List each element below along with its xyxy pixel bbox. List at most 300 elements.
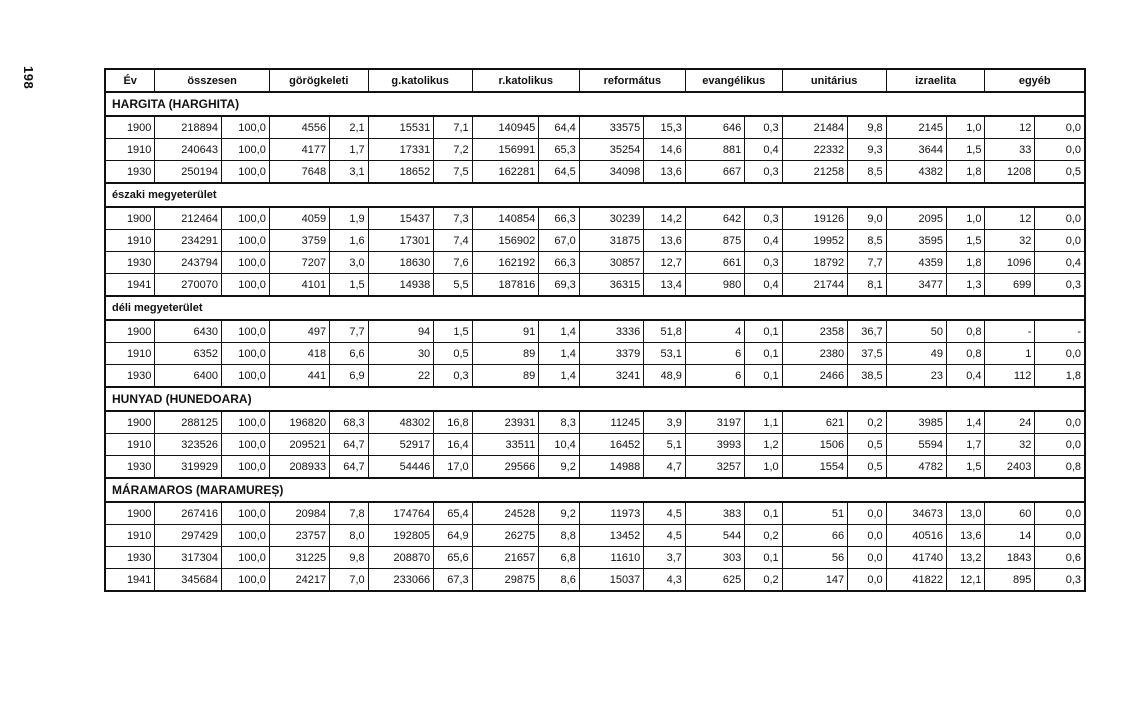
count-cell: 418 xyxy=(269,343,329,365)
percent-cell: 0,3 xyxy=(745,116,782,139)
count-cell: 156991 xyxy=(472,139,539,161)
percent-cell: 0,4 xyxy=(947,365,985,388)
column-header-ev: Év xyxy=(105,69,155,92)
percent-cell: 65,4 xyxy=(434,502,472,525)
count-cell: 2466 xyxy=(782,365,848,388)
count-cell: 2145 xyxy=(886,116,946,139)
count-cell: 4059 xyxy=(269,207,329,230)
count-cell: 6 xyxy=(685,343,744,365)
percent-cell: 13,0 xyxy=(947,502,985,525)
percent-cell: 0,5 xyxy=(848,456,887,479)
count-cell: 4177 xyxy=(269,139,329,161)
section-title: HUNYAD (HUNEDOARA) xyxy=(105,387,1085,411)
percent-cell: 0,0 xyxy=(1035,139,1085,161)
count-cell: 29566 xyxy=(472,456,539,479)
percent-cell: 1,6 xyxy=(330,230,369,252)
year-cell: 1900 xyxy=(105,207,155,230)
count-cell: - xyxy=(985,320,1035,343)
percent-cell: 100,0 xyxy=(221,365,269,388)
count-cell: 22332 xyxy=(782,139,848,161)
percent-cell: 36,7 xyxy=(848,320,887,343)
percent-cell: 0,4 xyxy=(1035,252,1085,274)
percent-cell: 6,9 xyxy=(330,365,369,388)
percent-cell: 1,0 xyxy=(947,207,985,230)
percent-cell: 1,9 xyxy=(330,207,369,230)
percent-cell: 64,4 xyxy=(539,116,580,139)
count-cell: 1096 xyxy=(985,252,1035,274)
table-row xyxy=(105,230,1085,252)
count-cell: 16452 xyxy=(579,434,643,456)
count-cell: 23757 xyxy=(269,525,329,547)
count-cell: 4556 xyxy=(269,116,329,139)
year-cell: 1910 xyxy=(105,343,155,365)
count-cell: 15437 xyxy=(368,207,434,230)
percent-cell: 100,0 xyxy=(221,525,269,547)
count-cell: 317304 xyxy=(155,547,222,569)
percent-cell: 7,3 xyxy=(434,207,472,230)
count-cell: 18792 xyxy=(782,252,848,274)
table-row xyxy=(105,343,1085,365)
percent-cell: 1,8 xyxy=(947,252,985,274)
count-cell: 323526 xyxy=(155,434,222,456)
count-cell: 1208 xyxy=(985,161,1035,184)
percent-cell: 0,3 xyxy=(745,252,782,274)
percent-cell: 51,8 xyxy=(644,320,686,343)
count-cell: 642 xyxy=(685,207,744,230)
count-cell: 3595 xyxy=(886,230,946,252)
count-cell: 4782 xyxy=(886,456,946,479)
percent-cell: 65,3 xyxy=(539,139,580,161)
percent-cell: 1,4 xyxy=(947,411,985,434)
year-cell: 1930 xyxy=(105,161,155,184)
percent-cell: 0,1 xyxy=(745,547,782,569)
count-cell: 2095 xyxy=(886,207,946,230)
percent-cell: 100,0 xyxy=(221,207,269,230)
percent-cell: 7,4 xyxy=(434,230,472,252)
percent-cell: 1,7 xyxy=(330,139,369,161)
percent-cell: 1,5 xyxy=(330,274,369,297)
count-cell: 2380 xyxy=(782,343,848,365)
percent-cell: 48,9 xyxy=(644,365,686,388)
count-cell: 112 xyxy=(985,365,1035,388)
page-number: 198 xyxy=(21,66,36,90)
percent-cell: 12,1 xyxy=(947,569,985,592)
count-cell: 56 xyxy=(782,547,848,569)
percent-cell: 8,8 xyxy=(539,525,580,547)
column-header-egyeb: egyéb xyxy=(985,69,1085,92)
year-cell: 1930 xyxy=(105,365,155,388)
count-cell: 32 xyxy=(985,230,1035,252)
percent-cell: 8,6 xyxy=(539,569,580,592)
count-cell: 34673 xyxy=(886,502,946,525)
count-cell: 187816 xyxy=(472,274,539,297)
count-cell: 383 xyxy=(685,502,744,525)
count-cell: 14988 xyxy=(579,456,643,479)
percent-cell: 0,4 xyxy=(745,139,782,161)
percent-cell: 0,1 xyxy=(745,320,782,343)
table-row xyxy=(105,139,1085,161)
count-cell: 3379 xyxy=(579,343,643,365)
count-cell: 209521 xyxy=(269,434,329,456)
percent-cell: 17,0 xyxy=(434,456,472,479)
year-cell: 1941 xyxy=(105,274,155,297)
count-cell: 243794 xyxy=(155,252,222,274)
year-cell: 1900 xyxy=(105,411,155,434)
percent-cell: 4,5 xyxy=(644,525,686,547)
count-cell: 208870 xyxy=(368,547,434,569)
count-cell: 140854 xyxy=(472,207,539,230)
count-cell: 625 xyxy=(685,569,744,592)
percent-cell: 4,7 xyxy=(644,456,686,479)
count-cell: 94 xyxy=(368,320,434,343)
table-row xyxy=(105,547,1085,569)
percent-cell: 100,0 xyxy=(221,161,269,184)
count-cell: 15531 xyxy=(368,116,434,139)
percent-cell: 0,3 xyxy=(745,207,782,230)
count-cell: 212464 xyxy=(155,207,222,230)
column-header-rkatolikus: r.katolikus xyxy=(472,69,579,92)
percent-cell: 7,7 xyxy=(848,252,887,274)
count-cell: 250194 xyxy=(155,161,222,184)
percent-cell: 1,8 xyxy=(947,161,985,184)
section-title: HARGITA (HARGHITA) xyxy=(105,92,1085,116)
count-cell: 31875 xyxy=(579,230,643,252)
count-cell: 240643 xyxy=(155,139,222,161)
count-cell: 17301 xyxy=(368,230,434,252)
percent-cell: 7,8 xyxy=(330,502,369,525)
count-cell: 32 xyxy=(985,434,1035,456)
count-cell: 441 xyxy=(269,365,329,388)
count-cell: 49 xyxy=(886,343,946,365)
percent-cell: 1,8 xyxy=(1035,365,1085,388)
count-cell: 11610 xyxy=(579,547,643,569)
count-cell: 881 xyxy=(685,139,744,161)
percent-cell: 10,4 xyxy=(539,434,580,456)
count-cell: 3985 xyxy=(886,411,946,434)
table-row xyxy=(105,502,1085,525)
percent-cell: 12,7 xyxy=(644,252,686,274)
percent-cell: 9,2 xyxy=(539,502,580,525)
count-cell: 31225 xyxy=(269,547,329,569)
count-cell: 3241 xyxy=(579,365,643,388)
percent-cell: 1,0 xyxy=(745,456,782,479)
percent-cell: 0,8 xyxy=(947,320,985,343)
count-cell: 3197 xyxy=(685,411,744,434)
count-cell: 234291 xyxy=(155,230,222,252)
count-cell: 6 xyxy=(685,365,744,388)
count-cell: 34098 xyxy=(579,161,643,184)
percent-cell: 0,0 xyxy=(1035,207,1085,230)
count-cell: 18630 xyxy=(368,252,434,274)
column-header-evangelikus: evangélikus xyxy=(685,69,782,92)
percent-cell: 9,8 xyxy=(330,547,369,569)
count-cell: 40516 xyxy=(886,525,946,547)
count-cell: 14938 xyxy=(368,274,434,297)
count-cell: 60 xyxy=(985,502,1035,525)
table-row xyxy=(105,161,1085,184)
percent-cell: 69,3 xyxy=(539,274,580,297)
count-cell: 1554 xyxy=(782,456,848,479)
count-cell: 1506 xyxy=(782,434,848,456)
count-cell: 91 xyxy=(472,320,539,343)
year-cell: 1900 xyxy=(105,502,155,525)
count-cell: 6400 xyxy=(155,365,222,388)
column-header-unitarius: unitárius xyxy=(782,69,886,92)
percent-cell: 0,4 xyxy=(745,230,782,252)
percent-cell: 65,6 xyxy=(434,547,472,569)
count-cell: 41822 xyxy=(886,569,946,592)
percent-cell: 100,0 xyxy=(221,116,269,139)
count-cell: 4359 xyxy=(886,252,946,274)
population-by-religion-table xyxy=(104,68,1086,592)
percent-cell: 4,5 xyxy=(644,502,686,525)
percent-cell: 1,1 xyxy=(745,411,782,434)
count-cell: 267416 xyxy=(155,502,222,525)
count-cell: 30 xyxy=(368,343,434,365)
percent-cell: 1,3 xyxy=(947,274,985,297)
percent-cell: 0,5 xyxy=(848,434,887,456)
table-row xyxy=(105,411,1085,434)
percent-cell: 0,2 xyxy=(745,569,782,592)
count-cell: 646 xyxy=(685,116,744,139)
percent-cell: 7,2 xyxy=(434,139,472,161)
percent-cell: 13,6 xyxy=(947,525,985,547)
count-cell: 147 xyxy=(782,569,848,592)
count-cell: 5594 xyxy=(886,434,946,456)
count-cell: 1843 xyxy=(985,547,1035,569)
count-cell: 48302 xyxy=(368,411,434,434)
count-cell: 30857 xyxy=(579,252,643,274)
percent-cell: 68,3 xyxy=(330,411,369,434)
count-cell: 544 xyxy=(685,525,744,547)
count-cell: 33575 xyxy=(579,116,643,139)
percent-cell: 5,1 xyxy=(644,434,686,456)
percent-cell: 38,5 xyxy=(848,365,887,388)
count-cell: 6430 xyxy=(155,320,222,343)
percent-cell: 1,0 xyxy=(947,116,985,139)
percent-cell: 100,0 xyxy=(221,434,269,456)
year-cell: 1910 xyxy=(105,525,155,547)
table-row xyxy=(105,434,1085,456)
percent-cell: 0,5 xyxy=(434,343,472,365)
column-header-gorogkeleti: görögkeleti xyxy=(269,69,368,92)
percent-cell: 0,6 xyxy=(1035,547,1085,569)
table-row xyxy=(105,207,1085,230)
table-body xyxy=(105,92,1085,591)
percent-cell: 1,2 xyxy=(745,434,782,456)
percent-cell: 0,0 xyxy=(1035,502,1085,525)
percent-cell: 64,7 xyxy=(330,434,369,456)
count-cell: 7648 xyxy=(269,161,329,184)
section-title: déli megyeterület xyxy=(105,296,1085,320)
count-cell: 14 xyxy=(985,525,1035,547)
table-row xyxy=(105,274,1085,297)
percent-cell: 66,3 xyxy=(539,207,580,230)
percent-cell: 100,0 xyxy=(221,343,269,365)
percent-cell: 67,0 xyxy=(539,230,580,252)
section-header xyxy=(105,92,1085,116)
count-cell: 13452 xyxy=(579,525,643,547)
percent-cell: 64,5 xyxy=(539,161,580,184)
count-cell: 26275 xyxy=(472,525,539,547)
count-cell: 89 xyxy=(472,365,539,388)
count-cell: 162192 xyxy=(472,252,539,274)
year-cell: 1930 xyxy=(105,252,155,274)
count-cell: 17331 xyxy=(368,139,434,161)
count-cell: 288125 xyxy=(155,411,222,434)
count-cell: 23 xyxy=(886,365,946,388)
percent-cell: 67,3 xyxy=(434,569,472,592)
percent-cell: 6,8 xyxy=(539,547,580,569)
percent-cell: 8,5 xyxy=(848,230,887,252)
percent-cell: 8,1 xyxy=(848,274,887,297)
year-cell: 1910 xyxy=(105,434,155,456)
table-row xyxy=(105,365,1085,388)
percent-cell: 7,1 xyxy=(434,116,472,139)
percent-cell: 100,0 xyxy=(221,502,269,525)
percent-cell: - xyxy=(1035,320,1085,343)
percent-cell: 1,5 xyxy=(434,320,472,343)
table-row xyxy=(105,525,1085,547)
year-cell: 1910 xyxy=(105,139,155,161)
table-row xyxy=(105,116,1085,139)
count-cell: 699 xyxy=(985,274,1035,297)
count-cell: 4382 xyxy=(886,161,946,184)
count-cell: 319929 xyxy=(155,456,222,479)
count-cell: 667 xyxy=(685,161,744,184)
percent-cell: 7,5 xyxy=(434,161,472,184)
year-cell: 1930 xyxy=(105,547,155,569)
count-cell: 875 xyxy=(685,230,744,252)
percent-cell: 66,3 xyxy=(539,252,580,274)
table-row xyxy=(105,252,1085,274)
percent-cell: 9,0 xyxy=(848,207,887,230)
count-cell: 661 xyxy=(685,252,744,274)
percent-cell: 8,0 xyxy=(330,525,369,547)
count-cell: 35254 xyxy=(579,139,643,161)
count-cell: 218894 xyxy=(155,116,222,139)
year-cell: 1900 xyxy=(105,320,155,343)
count-cell: 18652 xyxy=(368,161,434,184)
percent-cell: 3,9 xyxy=(644,411,686,434)
percent-cell: 100,0 xyxy=(221,320,269,343)
count-cell: 52917 xyxy=(368,434,434,456)
count-cell: 297429 xyxy=(155,525,222,547)
percent-cell: 0,0 xyxy=(1035,434,1085,456)
count-cell: 4101 xyxy=(269,274,329,297)
percent-cell: 0,0 xyxy=(1035,411,1085,434)
percent-cell: 0,0 xyxy=(1035,343,1085,365)
count-cell: 36315 xyxy=(579,274,643,297)
percent-cell: 64,7 xyxy=(330,456,369,479)
section-header xyxy=(105,183,1085,207)
count-cell: 3336 xyxy=(579,320,643,343)
count-cell: 21484 xyxy=(782,116,848,139)
count-cell: 1 xyxy=(985,343,1035,365)
percent-cell: 0,3 xyxy=(1035,569,1085,592)
count-cell: 21744 xyxy=(782,274,848,297)
percent-cell: 1,4 xyxy=(539,365,580,388)
percent-cell: 100,0 xyxy=(221,569,269,592)
percent-cell: 0,0 xyxy=(848,525,887,547)
percent-cell: 1,5 xyxy=(947,456,985,479)
count-cell: 3759 xyxy=(269,230,329,252)
count-cell: 303 xyxy=(685,547,744,569)
percent-cell: 0,4 xyxy=(745,274,782,297)
count-cell: 51 xyxy=(782,502,848,525)
percent-cell: 6,6 xyxy=(330,343,369,365)
percent-cell: 0,1 xyxy=(745,343,782,365)
percent-cell: 15,3 xyxy=(644,116,686,139)
percent-cell: 9,2 xyxy=(539,456,580,479)
year-cell: 1910 xyxy=(105,230,155,252)
percent-cell: 0,1 xyxy=(745,365,782,388)
percent-cell: 8,3 xyxy=(539,411,580,434)
percent-cell: 100,0 xyxy=(221,274,269,297)
count-cell: 6352 xyxy=(155,343,222,365)
percent-cell: 0,8 xyxy=(1035,456,1085,479)
percent-cell: 0,3 xyxy=(434,365,472,388)
percent-cell: 3,0 xyxy=(330,252,369,274)
count-cell: 3257 xyxy=(685,456,744,479)
percent-cell: 13,6 xyxy=(644,161,686,184)
count-cell: 54446 xyxy=(368,456,434,479)
percent-cell: 1,5 xyxy=(947,139,985,161)
count-cell: 3644 xyxy=(886,139,946,161)
count-cell: 15037 xyxy=(579,569,643,592)
count-cell: 24 xyxy=(985,411,1035,434)
percent-cell: 0,0 xyxy=(1035,230,1085,252)
percent-cell: 16,8 xyxy=(434,411,472,434)
table-row xyxy=(105,320,1085,343)
section-header xyxy=(105,296,1085,320)
section-header xyxy=(105,478,1085,502)
count-cell: 89 xyxy=(472,343,539,365)
header-row xyxy=(105,69,1085,92)
count-cell: 19952 xyxy=(782,230,848,252)
percent-cell: 9,3 xyxy=(848,139,887,161)
percent-cell: 0,8 xyxy=(947,343,985,365)
percent-cell: 1,7 xyxy=(947,434,985,456)
count-cell: 66 xyxy=(782,525,848,547)
percent-cell: 8,5 xyxy=(848,161,887,184)
count-cell: 140945 xyxy=(472,116,539,139)
percent-cell: 100,0 xyxy=(221,230,269,252)
percent-cell: 3,7 xyxy=(644,547,686,569)
percent-cell: 14,2 xyxy=(644,207,686,230)
percent-cell: 64,9 xyxy=(434,525,472,547)
table-row xyxy=(105,456,1085,479)
percent-cell: 9,8 xyxy=(848,116,887,139)
percent-cell: 1,4 xyxy=(539,343,580,365)
column-header-izraelita: izraelita xyxy=(886,69,985,92)
count-cell: 621 xyxy=(782,411,848,434)
percent-cell: 0,2 xyxy=(745,525,782,547)
percent-cell: 13,4 xyxy=(644,274,686,297)
count-cell: 12 xyxy=(985,207,1035,230)
count-cell: 24217 xyxy=(269,569,329,592)
percent-cell: 0,0 xyxy=(848,569,887,592)
count-cell: 162281 xyxy=(472,161,539,184)
count-cell: 33511 xyxy=(472,434,539,456)
count-cell: 20984 xyxy=(269,502,329,525)
percent-cell: 3,1 xyxy=(330,161,369,184)
percent-cell: 5,5 xyxy=(434,274,472,297)
count-cell: 21258 xyxy=(782,161,848,184)
count-cell: 33 xyxy=(985,139,1035,161)
percent-cell: 14,6 xyxy=(644,139,686,161)
year-cell: 1900 xyxy=(105,116,155,139)
